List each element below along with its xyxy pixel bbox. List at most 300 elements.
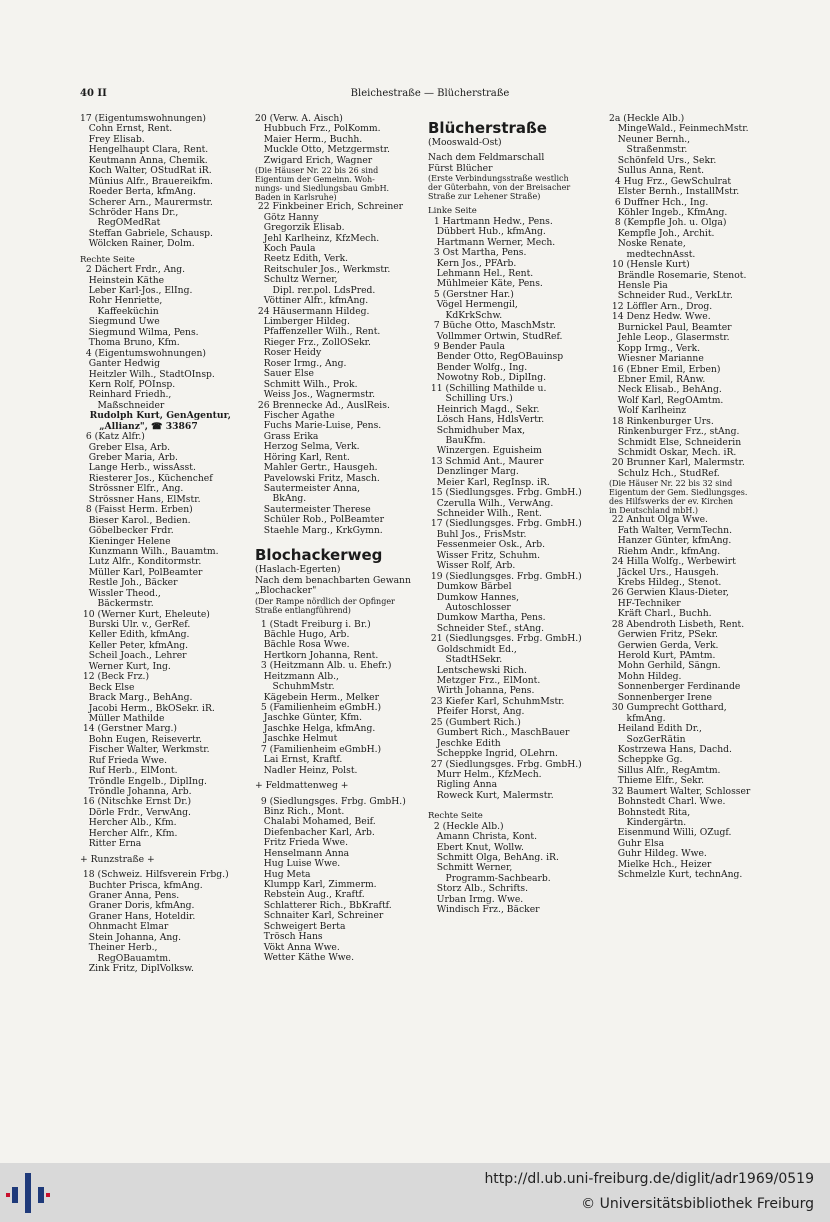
street-note: (Der Rampe nördlich der Opfinger <box>255 596 395 606</box>
directory-entry: Kopp Irmg., Verk. <box>609 342 701 354</box>
directory-entry: Jehl Karlheinz, KfzMech. <box>255 232 380 244</box>
directory-entry: Graner Anna, Pens. <box>80 889 180 901</box>
directory-entry: Wisser Fritz, Schuhm. <box>428 549 541 561</box>
directory-entry: Keller Edith, kfmAng. <box>80 629 190 641</box>
directory-entry: Storz Alb., Schrifts. <box>428 883 529 895</box>
directory-entry: Heitzler Wilh., StadtOInsp. <box>80 368 215 380</box>
directory-entry: Schüler Rob., PolBeamter <box>255 514 384 526</box>
directory-entry: Hercher Alfr., Kfm. <box>80 827 178 839</box>
directory-entry: KdKrkSchw. <box>428 309 503 321</box>
directory-entry: 1 (Stadt Freiburg i. Br.) <box>255 618 371 630</box>
directory-entry: 10 (Hensle Kurt) <box>609 259 690 271</box>
street-note: nungs- und Siedlungsbau GmbH. <box>255 184 390 194</box>
directory-entry: 7 (Familienheim eGmbH.) <box>255 743 382 755</box>
directory-entry: Ebert Knut, Wollw. <box>428 841 524 853</box>
directory-entry: 12 (Beck Frz.) <box>80 671 150 683</box>
directory-entry: Bender Otto, RegOBauinsp <box>428 351 564 363</box>
directory-entry: „Allianz", ☎ 33867 <box>80 420 198 432</box>
directory-entry: Schmelzle Kurt, technAng. <box>609 869 743 881</box>
directory-entry: Heinrich Magd., Sekr. <box>428 403 540 415</box>
directory-entry: + Runzstraße + <box>80 853 155 865</box>
directory-entry: Jehle Leop., Glasermstr. <box>609 332 730 344</box>
directory-entry: Schröder Hans Dr., <box>80 206 179 218</box>
directory-entry: Siegmund Uwe <box>80 316 160 328</box>
directory-entry: 7 Büche Otto, MaschMstr. <box>428 320 556 332</box>
directory-entry: Lange Herb., wissAsst. <box>80 462 196 474</box>
directory-entry: Maßschneider <box>80 399 165 411</box>
directory-entry: + Feldmattenweg + <box>255 780 349 792</box>
directory-entry: Fischer Agathe <box>255 409 335 421</box>
directory-entry: 9 Bender Paula <box>428 341 505 352</box>
directory-entry: Schmidt Else, Schneiderin <box>609 436 742 448</box>
directory-entry: Vollmmer Ortwin, StudRef. <box>428 330 563 342</box>
directory-entry: Strössner Hans, ElMstr. <box>80 493 201 505</box>
street-note: (Die Häuser Nr. 22 bis 32 sind <box>609 479 733 489</box>
directory-entry: Neck Elisab., BehAng. <box>609 384 722 396</box>
directory-entry: Siegmund Wilma, Pens. <box>80 326 199 338</box>
directory-entry: Graner Hans, Hoteldir. <box>80 910 196 922</box>
page-number: 40 II <box>80 88 107 99</box>
directory-entry: 30 Gumprecht Gotthard, <box>609 702 727 714</box>
directory-entry: Hug Luise Wwe. <box>255 858 341 870</box>
directory-entry: Rieger Frz., ZollOSekr. <box>255 336 371 348</box>
directory-entry: Roser Heidy <box>255 347 322 359</box>
directory-entry: Autoschlosser <box>428 601 511 613</box>
directory-entry: Strössner Elfr., Ang. <box>80 483 184 495</box>
directory-entry: RegOMedRat <box>80 217 161 229</box>
directory-entry: Schneider Stef., stAng. <box>428 622 545 634</box>
directory-entry: Schmidt Oskar, Mech. iR. <box>609 447 737 458</box>
side-label: Rechte Seite <box>428 811 483 822</box>
street-note: des Hilfswerks der ev. Kirchen <box>609 497 734 507</box>
directory-entry: Trösch Hans <box>255 931 323 943</box>
directory-entry: 17 (Siedlungsges. Frbg. GmbH.) <box>428 518 582 530</box>
column-2 <box>255 114 425 964</box>
directory-entry: Fischer Walter, Werkmstr. <box>80 744 210 756</box>
street-note: in Deutschland mbH.) <box>609 506 698 516</box>
directory-entry: Hanzer Günter, kfmAng. <box>609 535 732 547</box>
directory-entry: 24 Häusermann Hildeg. <box>255 305 370 317</box>
directory-entry: 5 (Familienheim eGmbH.) <box>255 702 382 713</box>
directory-entry: Wirth Johanna, Pens. <box>428 685 535 697</box>
directory-entry: Graner Doris, kfmAng. <box>80 900 195 912</box>
directory-entry: Hertkorn Johanna, Rent. <box>255 649 379 661</box>
directory-entry: Fessenmeier Osk., Arb. <box>428 539 546 551</box>
directory-entry: Rohr Henriette, <box>80 295 163 307</box>
directory-entry: Heiland Edith Dr., <box>609 723 702 735</box>
directory-entry: 24 Hilla Wolfg., Werbewirt <box>609 556 736 568</box>
directory-entry: 10 (Werner Kurt, Eheleute) <box>80 608 210 620</box>
directory-entry: Götz Hanny <box>255 211 319 223</box>
directory-entry: Köhler Ingeb., KfmAng. <box>609 206 728 218</box>
directory-entry: Winzergen. Eguisheim <box>428 445 542 457</box>
directory-entry: Mohn Hildeg. <box>609 670 682 682</box>
directory-entry: 26 Gerwien Klaus-Dieter, <box>609 587 729 599</box>
directory-entry: 3 Ost Martha, Pens. <box>428 247 527 259</box>
directory-entry: BauKfm. <box>428 434 486 446</box>
directory-entry: 14 (Gerstner Marg.) <box>80 723 178 735</box>
directory-entry: Rinkenburger Frz., stAng. <box>609 426 740 438</box>
directory-entry: 20 Brunner Karl, Malermstr. <box>609 457 745 469</box>
directory-entry: 22 Finkbeiner Erich, Schreiner <box>255 201 404 213</box>
directory-entry: Ohnmacht Elmar <box>80 921 169 933</box>
directory-entry: Kindergärtn. <box>609 817 687 828</box>
directory-entry: 27 (Siedlungsges. Frbg. GmbH.) <box>428 758 582 770</box>
directory-entry: Gerwien Gerda, Verk. <box>609 639 719 651</box>
street-note: (Erste Verbindungsstraße westlich <box>428 174 569 184</box>
directory-entry: Jacobi Herm., BkOSekr. iR. <box>80 702 215 714</box>
directory-entry: Ruf Frieda Wwe. <box>80 754 168 766</box>
directory-entry: Limberger Hildeg. <box>255 316 350 327</box>
directory-entry: 13 Schmid Ant., Maurer <box>428 455 544 467</box>
footer-bar <box>0 1163 830 1222</box>
directory-entry: 32 Baumert Walter, Schlosser <box>609 785 751 797</box>
directory-entry: Sullus Anna, Rent. <box>609 165 705 177</box>
directory-entry: Theiner Herb., <box>80 942 158 954</box>
directory-entry: Meier Karl, RegInsp. iR. <box>428 476 550 488</box>
street-note: Eigentum der Gem. Siedlungsges. <box>609 488 748 498</box>
directory-entry: Tröndle Engelb., DiplIng. <box>80 775 207 787</box>
directory-entry: Jäckel Urs., Hausgeh. <box>609 566 719 578</box>
source-url-link[interactable]: http://dl.ub.uni-freiburg.de/diglit/adr1969/0519 <box>484 1171 814 1187</box>
directory-entry: Dörle Frdr., VerwAng. <box>80 806 191 818</box>
directory-entry: Gregorzik Elisab. <box>255 222 345 234</box>
directory-entry: Sautermeister Anna, <box>255 483 361 494</box>
directory-entry: Frey Elisab. <box>80 133 145 145</box>
directory-entry: Nadler Heinz, Polst. <box>255 764 358 776</box>
directory-entry: Kaffeeküchin <box>80 305 159 317</box>
directory-entry: 26 Brennecke Ad., AuslReis. <box>255 399 390 411</box>
directory-entry: Jaschke Günter, Kfm. <box>255 712 363 724</box>
directory-entry: Kern Rolf, POInsp. <box>80 378 176 390</box>
directory-entry: Münius Alfr., Brauereikfm. <box>80 175 213 187</box>
column-3 <box>428 114 604 916</box>
directory-entry: Wiesner Marianne <box>609 353 704 365</box>
directory-entry: Lösch Hans, HdlsVertr. <box>428 414 545 426</box>
copyright-text: © Universitätsbibliothek Freiburg <box>581 1196 814 1212</box>
directory-entry: Reinhard Friedh., <box>80 389 172 401</box>
street-note: Straße entlangführend) <box>255 605 351 615</box>
directory-entry: Schulz Hch., StudRef. <box>609 467 720 479</box>
directory-entry: Gumbert Rich., MaschBauer <box>428 727 570 739</box>
directory-entry: 20 (Verw. A. Aisch) <box>255 114 343 124</box>
directory-entry: Brändle Rosemarie, Stenot. <box>609 269 747 281</box>
directory-entry: Heitzmann Alb., <box>255 670 339 682</box>
directory-entry: Buhl Jos., FrisMstr. <box>428 528 527 540</box>
directory-entry: Nowotny Rob., DiplIng. <box>428 372 547 384</box>
directory-entry: Schmidhuber Max, <box>428 424 526 436</box>
directory-entry: Fürst Blücher <box>428 162 493 174</box>
directory-entry: Kräft Charl., Buchh. <box>609 608 712 620</box>
directory-entry: Göbelbecker Frdr. <box>80 525 174 537</box>
directory-entry: 23 Kiefer Karl, SchuhmMstr. <box>428 695 565 707</box>
directory-entry: Heinstein Käthe <box>80 274 165 286</box>
directory-entry: Lehmann Hel., Rent. <box>428 267 534 279</box>
directory-entry: Krebs Hildeg., Stenot. <box>609 576 722 588</box>
directory-entry: Wölcken Rainer, Dolm. <box>80 238 195 250</box>
directory-entry: 9 (Siedlungsges. Frbg. GmbH.) <box>255 795 406 807</box>
directory-entry: Goldschmidt Ed., <box>428 643 517 655</box>
running-title: Bleichestraße — Blücherstraße <box>350 88 510 99</box>
directory-entry: Noske Renate, <box>609 238 686 250</box>
directory-entry: Herold Kurt, PAmtm. <box>609 650 716 661</box>
street-note: Straße zur Lehener Straße) <box>428 192 541 202</box>
directory-entry: Höring Karl, Rent. <box>255 451 350 463</box>
directory-entry: Schmitt Wilh., Prok. <box>255 378 358 390</box>
side-label: Linke Seite <box>428 206 477 217</box>
directory-entry: Wetter Käthe Wwe. <box>255 952 354 964</box>
directory-entry: Dübbert Hub., kfmAng. <box>428 226 546 238</box>
directory-entry: Vögel Hermengil, <box>428 299 518 311</box>
directory-entry: Amann Christa, Kont. <box>428 831 538 843</box>
directory-entry: Kern Jos., PFArb. <box>428 257 517 269</box>
directory-entry: Stein Johanna, Ang. <box>80 931 182 943</box>
directory-entry: Mahler Gertr., Hausgeh. <box>255 462 378 474</box>
directory-entry: Burnickel Paul, Beamter <box>609 321 732 333</box>
directory-entry: 11 (Schilling Mathilde u. <box>428 382 547 394</box>
directory-entry: Schilling Urs.) <box>428 393 513 405</box>
directory-entry: 2 Dächert Frdr., Ang. <box>80 264 186 276</box>
directory-entry: 21 (Siedlungsges. Frbg. GmbH.) <box>428 633 582 645</box>
directory-entry: Zink Fritz, DiplVolksw. <box>80 963 194 974</box>
directory-entry: Bächle Rosa Wwe. <box>255 639 350 651</box>
directory-entry: Reetz Edith, Verk. <box>255 253 349 265</box>
directory-entry: MingeWald., FeinmechMstr. <box>609 123 749 135</box>
street-heading: Blücherstraße <box>428 119 547 137</box>
directory-entry: Mielke Hch., Heizer <box>609 858 712 870</box>
directory-entry: Fritz Frieda Wwe. <box>255 837 349 849</box>
directory-entry: 2 (Heckle Alb.) <box>428 820 504 832</box>
directory-entry: Wolf Karl, RegOAmtm. <box>609 394 724 406</box>
directory-entry: Beck Else <box>80 681 135 693</box>
spacer <box>255 536 425 541</box>
directory-entry: Windisch Frz., Bäcker <box>428 904 540 916</box>
directory-entry: Dipl. rer.pol. LdsPred. <box>255 284 376 296</box>
directory-entry: Sauer Else <box>255 368 314 380</box>
page-header <box>80 88 780 104</box>
directory-entry: Cohn Ernst, Rent. <box>80 123 173 135</box>
street-note: Baden in Karlsruhe) <box>255 193 337 203</box>
directory-entry: Bohn Eugen, Reisevertr. <box>80 733 202 745</box>
directory-entry: Schnaiter Karl, Schreiner <box>255 910 384 922</box>
directory-entry: 19 (Siedlungsges. Frbg. GmbH.) <box>428 570 582 582</box>
directory-entry: (Haslach-Egerten) <box>255 564 341 576</box>
directory-entry: Schlatterer Rich., BbKraftf. <box>255 899 392 911</box>
directory-entry: Roser Irmg., Ang. <box>255 357 347 369</box>
directory-entry: Bieser Karol., Bedien. <box>80 514 191 526</box>
side-label: Rechte Seite <box>80 254 135 265</box>
directory-entry: Schultz Werner, <box>255 274 338 286</box>
directory-entry: Kunzmann Wilh., Bauamtm. <box>80 545 219 557</box>
directory-entry: 16 (Nitschke Ernst Dr.) <box>80 796 192 808</box>
directory-entry: kfmAng. <box>609 712 666 724</box>
directory-entry: Hubbuch Frz., PolKomm. <box>255 123 381 135</box>
directory-entry: Wolf Karlheinz <box>609 405 687 417</box>
directory-entry: Bohnstedt Rita, <box>609 806 691 818</box>
directory-entry: 8 (Kempfle Joh. u. Olga) <box>609 217 727 229</box>
directory-entry: Gerwien Fritz, PSekr. <box>609 629 718 641</box>
directory-entry: Fuchs Marie-Luise, Pens. <box>255 420 382 432</box>
directory-entry: 6 Duffner Hch., Ing. <box>609 196 709 208</box>
directory-entry: Müller Karl, PolBeamter <box>80 566 203 578</box>
directory-entry: 14 Denz Hedw. Wwe. <box>609 311 711 323</box>
directory-entry: Scheil Joach., Lehrer <box>80 650 187 662</box>
directory-entry: 8 (Faisst Herm. Erben) <box>80 504 193 516</box>
directory-entry: Scherer Arn., Maurermstr. <box>80 196 213 208</box>
directory-entry: Schmitt Werner, <box>428 862 513 874</box>
directory-entry: Dumkow Bärbel <box>428 581 512 593</box>
directory-entry: Kieninger Helene <box>80 535 171 547</box>
directory-entry: Chalabi Mohamed, Beif. <box>255 816 376 828</box>
directory-entry: Keutmann Anna, Chemik. <box>80 154 208 166</box>
directory-entry: Hug Meta <box>255 868 311 880</box>
directory-entry: Steffan Gabriele, Schausp. <box>80 227 213 239</box>
directory-entry: Lentschewski Rich. <box>428 664 527 676</box>
directory-entry: Maier Herm., Buchh. <box>255 133 363 145</box>
directory-entry: 4 (Eigentumswohnungen) <box>80 347 206 359</box>
directory-entry: HF-Techniker <box>609 597 681 609</box>
directory-entry: Pfaffenzeller Wilh., Rent. <box>255 326 381 338</box>
directory-entry: Bäckermstr. <box>80 598 154 610</box>
directory-entry: Eisenmund Willi, OZugf. <box>609 827 732 839</box>
directory-entry: BkAng. <box>255 493 307 505</box>
street-note: Eigentum der Gemeinn. Woh- <box>255 175 375 185</box>
directory-entry: 1 Hartmann Hedw., Pens. <box>428 215 553 227</box>
directory-entry: Kostrzewa Hans, Dachd. <box>609 743 732 755</box>
directory-entry: Ritter Erna <box>80 838 142 850</box>
directory-entry: Buchter Prisca, kfmAng. <box>80 879 203 891</box>
directory-entry: Jeschke Edith <box>428 737 501 749</box>
directory-entry: (Mooswald-Ost) <box>428 137 502 148</box>
directory-entry: Diefenbacher Karl, Arb. <box>255 826 375 838</box>
directory-entry: StadtHSekr. <box>428 654 503 666</box>
directory-entry: Guhr Elsa <box>609 837 665 849</box>
directory-entry: 17 (Eigentumswohnungen) <box>80 114 206 124</box>
directory-entry: Wissler Theod., <box>80 587 161 599</box>
directory-entry: Pavelowski Fritz, Masch. <box>255 472 380 484</box>
directory-entry: Weiss Jos., Wagnermstr. <box>255 389 376 401</box>
directory-entry: Schmitt Olga, BehAng. iR. <box>428 852 559 863</box>
directory-entry: Riesterer Jos., Küchenchef <box>80 472 213 484</box>
directory-entry: Scheppke Gg. <box>609 754 683 766</box>
directory-entry: Leber Karl-Jos., ElIng. <box>80 285 193 296</box>
directory-entry: Vökt Anna Wwe. <box>255 941 340 953</box>
directory-entry: RegOBauamtm. <box>80 952 171 964</box>
directory-entry: Czerulla Wilh., VerwAng. <box>428 497 554 509</box>
directory-entry: Sautermeister Therese <box>255 503 371 515</box>
directory-entry: Greber Maria, Arb. <box>80 452 178 463</box>
directory-entry: Mühlmeier Käte, Pens. <box>428 278 543 290</box>
directory-entry: Koch Paula <box>255 242 316 254</box>
directory-entry: Roweck Kurt, Malermstr. <box>428 789 554 801</box>
directory-entry: 16 (Ebner Emil, Erben) <box>609 363 721 375</box>
directory-entry: Schneider Rud., VerkLtr. <box>609 290 733 302</box>
directory-entry: 28 Abendroth Lisbeth, Rent. <box>609 618 745 630</box>
directory-entry: Koch Walter, OStudRat iR. <box>80 165 212 177</box>
directory-entry: Burski Ulr. v., GerRef. <box>80 619 191 630</box>
directory-entry: Bächle Hugo, Arb. <box>255 628 350 640</box>
directory-entry: Thoma Bruno, Kfm. <box>80 337 180 349</box>
directory-entry: Binz Rich., Mont. <box>255 805 345 817</box>
directory-entry: Sillus Alfr., RegAmtm. <box>609 764 721 776</box>
street-note: der Güterbahn, von der Breisacher <box>428 183 571 193</box>
directory-entry: Hengelhaupt Clara, Rent. <box>80 144 209 156</box>
directory-entry: SchuhmMstr. <box>255 681 335 693</box>
directory-entry: 3 (Heitzmann Alb. u. Ehefr.) <box>255 660 392 672</box>
directory-entry: Nach dem benachbarten Gewann <box>255 574 411 586</box>
directory-entry: Rebstein Aug., Kraftf. <box>255 889 365 901</box>
directory-entry: Lutz Alfr., Konditormstr. <box>80 556 202 568</box>
directory-entry: Reitschuler Jos., Werkmstr. <box>255 263 391 275</box>
directory-entry: Pfeifer Horst, Ang. <box>428 706 525 718</box>
directory-entry: 15 (Siedlungsges. Frbg. GmbH.) <box>428 487 582 499</box>
directory-entry: Murr Helm., KfzMech. <box>428 768 542 780</box>
directory-entry: Neuner Bernh., <box>609 133 691 145</box>
street-heading: Blochackerweg <box>255 546 383 565</box>
university-logo-icon <box>6 1171 50 1215</box>
directory-entry: Henselmann Anna <box>255 847 350 859</box>
directory-entry: Denzlinger Marg. <box>428 466 519 478</box>
directory-entry: Hartmann Werner, Mech. <box>428 236 556 248</box>
directory-entry: Sonnenberger Ferdinande <box>609 681 741 693</box>
column-1 <box>80 114 250 974</box>
directory-entry: Scheppke Ingrid, OLehrn. <box>428 748 558 760</box>
directory-entry: 18 (Schweiz. Hilfsverein Frbg.) <box>80 869 229 881</box>
directory-entry: 6 (Katz Alfr.) <box>80 431 145 443</box>
street-note: (Die Häuser Nr. 22 bis 26 sind <box>255 166 379 176</box>
directory-entry: Bender Wolfg., Ing. <box>428 361 528 373</box>
directory-entry: Metzger Frz., ElMont. <box>428 675 541 686</box>
directory-entry: Riehm Andr., kfmAng. <box>609 545 721 557</box>
directory-entry: Ganter Hedwig <box>80 358 160 370</box>
directory-entry: SozGerRätin <box>609 733 686 745</box>
directory-entry: Lai Ernst, Kraftf. <box>255 754 343 766</box>
directory-entry: Greber Elsa, Arb. <box>80 441 171 453</box>
column-4 <box>609 114 779 881</box>
directory-entry: Herzog Selma, Verk. <box>255 441 360 453</box>
directory-entry: Müller Mathilde <box>80 712 165 724</box>
directory-entry: medtechnAsst. <box>609 248 696 260</box>
directory-entry: Ebner Emil, RAnw. <box>609 373 706 385</box>
directory-entry: Wisser Rolf, Arb. <box>428 560 516 572</box>
directory-entry: 18 Rinkenburger Urs. <box>609 415 714 427</box>
directory-entry: Urban Irmg. Wwe. <box>428 893 524 905</box>
directory-entry: Zwigard Erich, Wagner <box>255 154 373 166</box>
directory-entry: Keller Peter, kfmAng. <box>80 639 189 651</box>
directory-entry: Schönfeld Urs., Sekr. <box>609 154 717 166</box>
directory-entry: Hensle Pia <box>609 280 668 291</box>
directory-entry: 22 Anhut Olga Wwe. <box>609 514 708 526</box>
directory-entry: 5 (Gerstner Har.) <box>428 288 514 300</box>
directory-entry: Hercher Alb., Kfm. <box>80 817 177 829</box>
directory-entry: Kempfle Joh., Archit. <box>609 227 715 239</box>
directory-entry: Restle Joh., Bäcker <box>80 577 178 589</box>
directory-entry: Fath Walter, VermTechn. <box>609 524 733 536</box>
directory-entry: Elster Bernh., InstallMstr. <box>609 186 740 198</box>
directory-entry: Schweigert Berta <box>255 920 346 932</box>
directory-entry: Brack Marg., BehAng. <box>80 692 193 704</box>
directory-entry: Sonnenberger Irene <box>609 691 712 703</box>
directory-entry: Tröndle Johanna, Arb. <box>80 786 192 797</box>
directory-entry: Roeder Berta, kfmAng. <box>80 186 196 198</box>
directory-entry: Mohn Gerhild, Sängn. <box>609 660 721 672</box>
directory-entry: Straßenmstr. <box>609 144 688 156</box>
directory-entry: Nach dem Feldmarschall <box>428 152 545 164</box>
directory-entry: „Blochacker" <box>255 585 317 597</box>
directory-entry: Schneider Wilh., Rent. <box>428 508 542 519</box>
directory-entry: Dumkow Martha, Pens. <box>428 612 546 624</box>
directory-entry: Klumpp Karl, Zimmerm. <box>255 879 377 890</box>
